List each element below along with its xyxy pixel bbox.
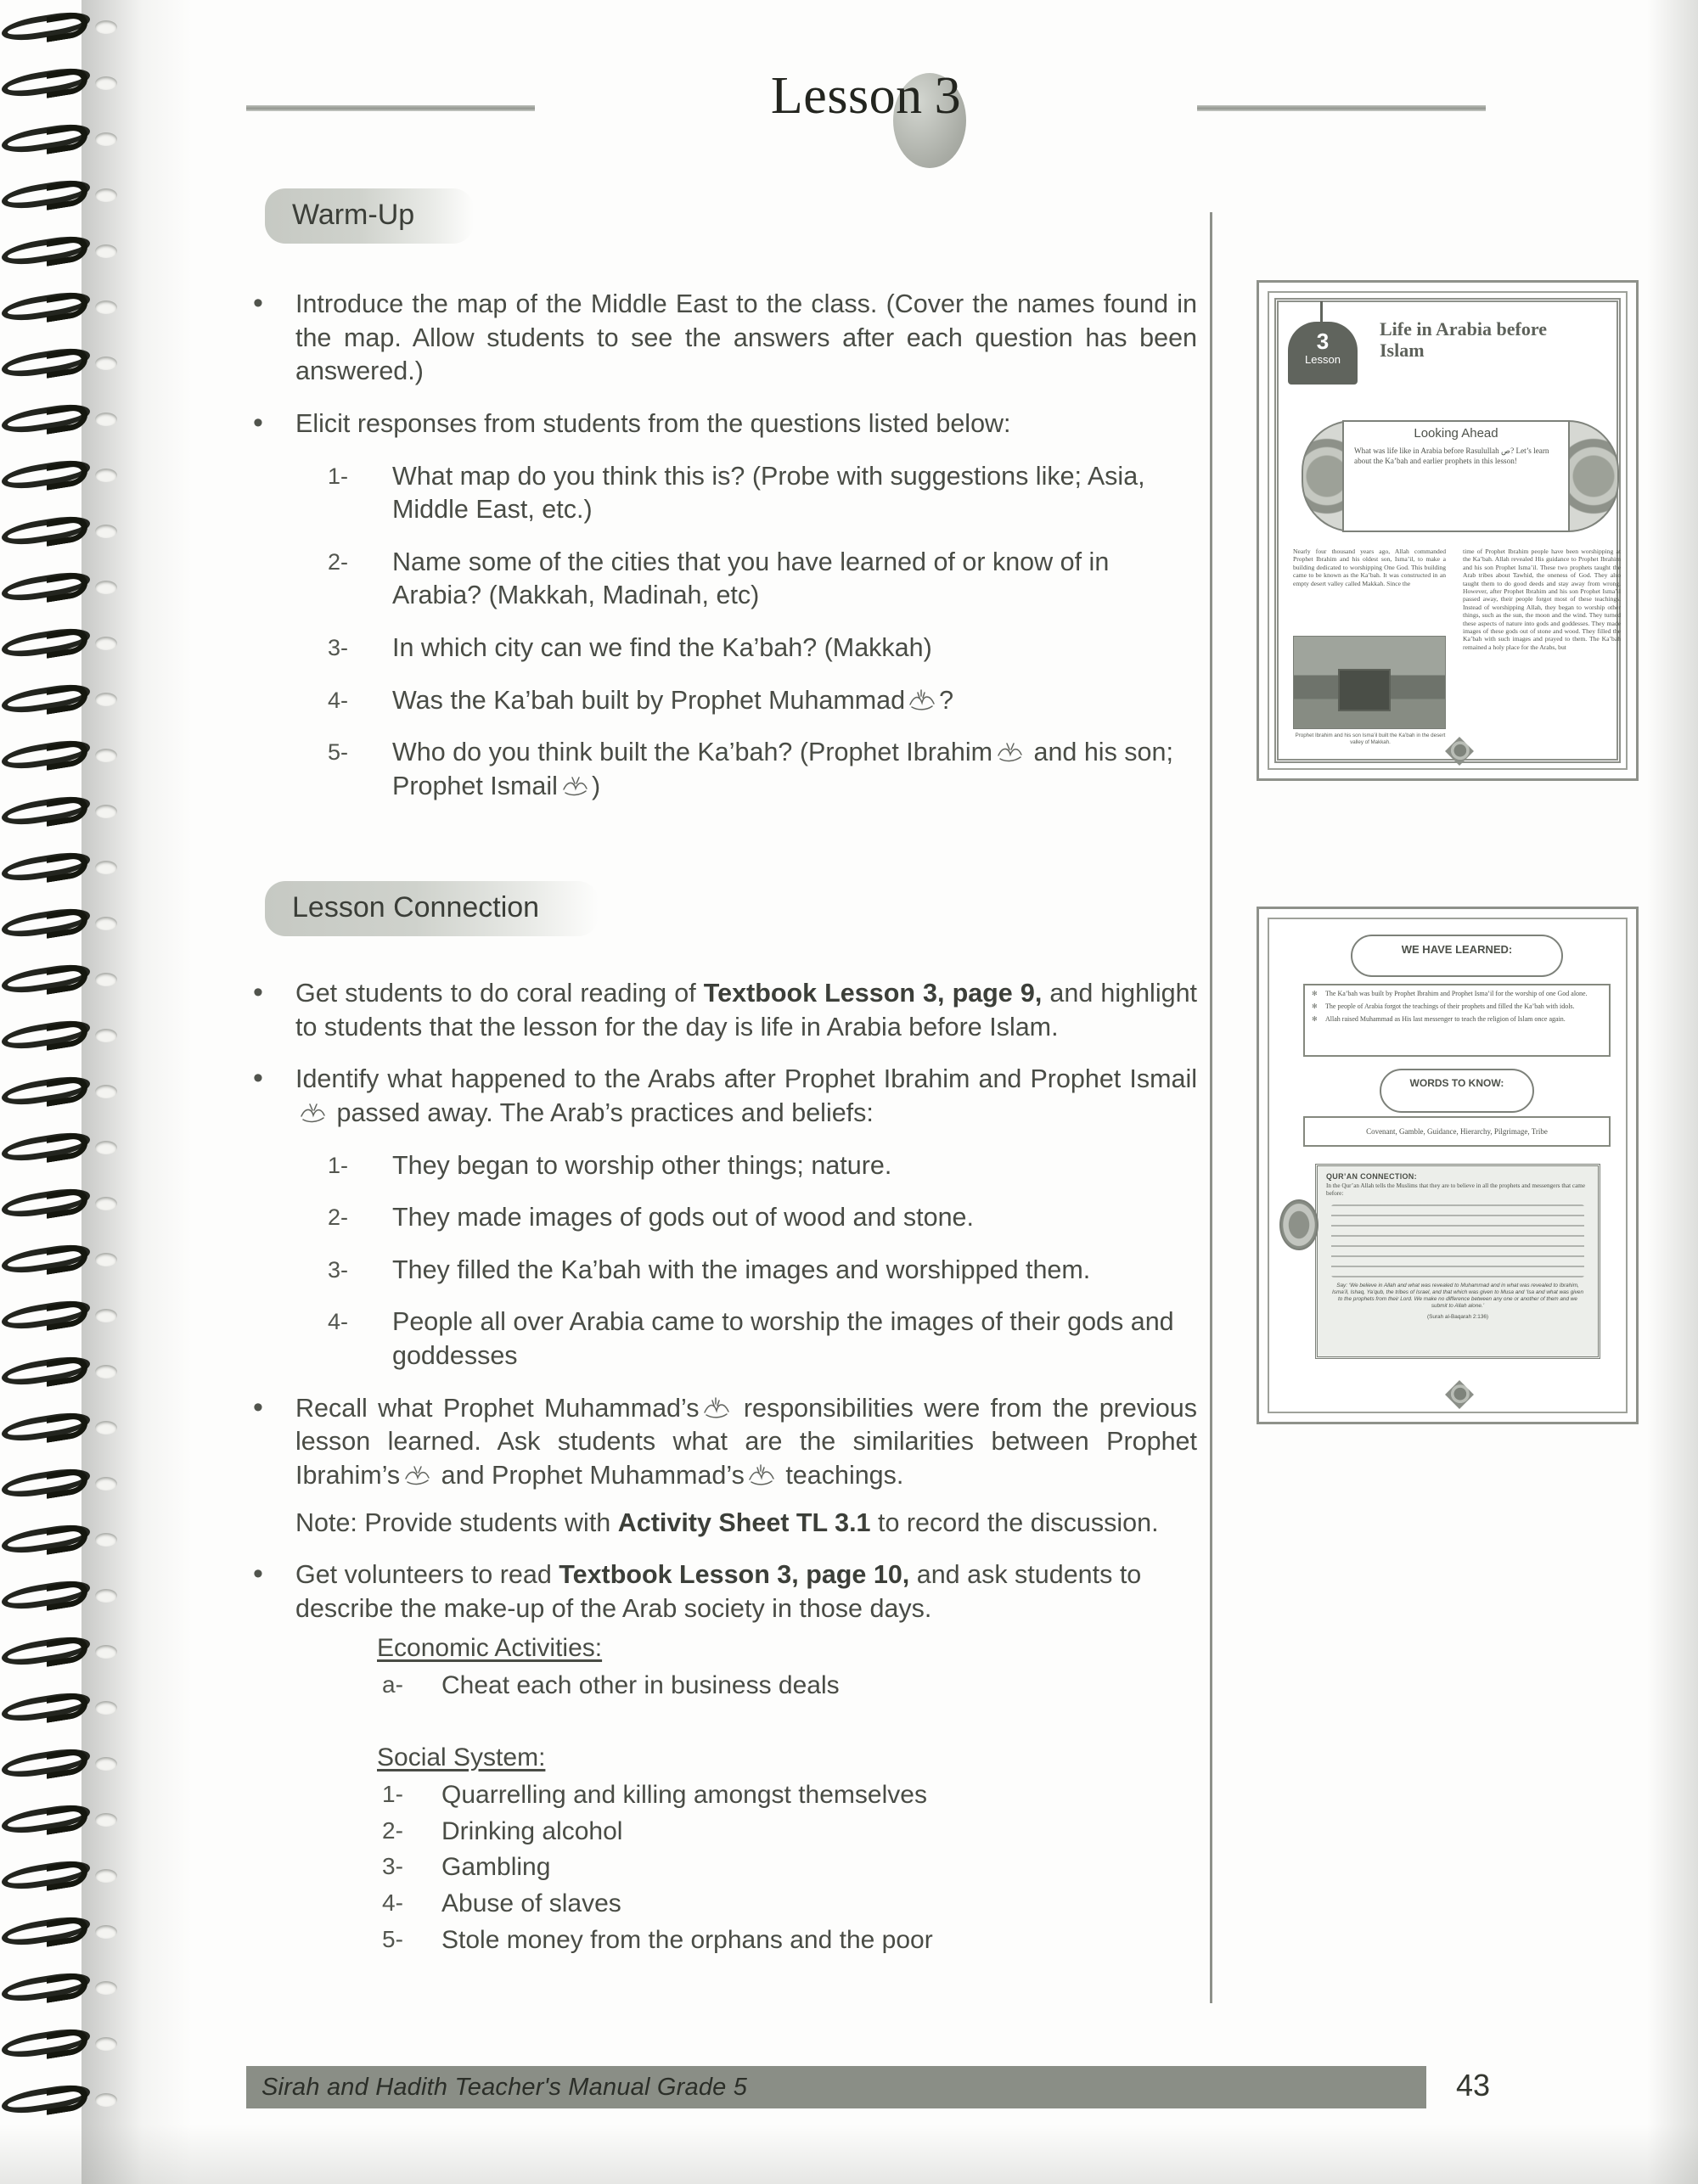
spiral-coil [2,569,90,604]
binding-punch-hole [95,76,117,90]
binding-punch-hole [95,637,117,650]
header-rule-right [1197,105,1486,111]
binding-punch-hole [95,188,117,202]
item-marker: 4- [328,1309,349,1335]
binding-punch-hole [95,1365,117,1378]
thumb-lesson-word: Lesson [1305,353,1341,366]
item-marker: 2- [328,548,349,575]
warmup-title: Warm-Up [292,199,415,231]
lesson-tab-badge [1288,322,1358,385]
spiral-coil [2,2081,90,2117]
spiral-coil [2,513,90,548]
social-system-heading: Social System: [377,1743,546,1772]
thumbnail-inner [1268,918,1628,1413]
textbook-page9-thumbnail [1257,280,1639,781]
page-content [246,0,1673,2184]
item-marker: 1- [328,1152,349,1178]
salla-llahu-alayhi-wasallam-icon [747,1463,776,1488]
spiral-coil [2,121,90,156]
item-marker: 2- [328,1204,349,1231]
social-item-text: Gambling [441,1853,551,1882]
practice-text: They made images of gods out of wood and stone. [392,1203,974,1232]
spiral-coil [2,233,90,268]
question-text: Who do you think built the Ka’bah? (Prophet Ibrahim [392,738,992,767]
binding-punch-hole [95,1925,117,1939]
item-marker: 3- [382,1853,403,1880]
list-item [246,1392,1197,1541]
list-item [377,1777,1197,1814]
lc-bullet3-p1: Recall what Prophet Muhammad’s [295,1393,700,1423]
we-have-learned-box [1303,984,1611,1057]
spiral-coil [2,345,90,380]
footer-title: Sirah and Hadith Teacher's Manual Grade 5 [261,2073,748,2101]
spiral-coil [2,1297,90,1333]
binding-punch-hole [95,693,117,706]
activity-note [295,1507,1197,1541]
item-marker: a- [382,1670,403,1698]
alayhis-salam-icon [995,739,1024,765]
binding-punch-hole [95,300,117,314]
footer-bar [246,2066,1426,2108]
lc-bullet4-post: and ask students to describe the make-up of the Arab society in those days. [295,1560,1142,1623]
social-system-block [377,1741,1197,1958]
lesson-header [246,67,1486,146]
looking-ahead-box [1342,420,1570,532]
binding-punch-hole [95,749,117,762]
practice-text: People all over Arabia came to worship the images of their gods and goddesses [392,1307,1174,1371]
alayhis-salam-icon [402,1463,431,1488]
binding-punch-hole [95,805,117,818]
spiral-coil [2,1521,90,1557]
binding-punch-hole [95,1141,117,1154]
note-pre: Note: Provide students with [295,1507,618,1537]
item-marker: 5- [328,739,349,766]
binding-punch-hole [95,861,117,874]
warmup-bullet-2-text: Elicit responses from students from the questions listed below: [295,408,1011,438]
textbook-page10-thumbnail [1257,907,1639,1424]
spiral-coil [2,1353,90,1389]
economic-activities-heading: Economic Activities: [377,1633,603,1662]
list-item [246,407,1197,441]
spiral-coil [2,905,90,940]
page-number: 43 [1456,2068,1491,2103]
binding-punch-hole [95,1477,117,1491]
section-banner-warmup [265,188,474,244]
binding-punch-hole [95,1421,117,1434]
alayhis-salam-icon [560,773,589,799]
lesson-word: Lesson [770,67,923,125]
lc-bullet4-pre: Get volunteers to read [295,1560,559,1590]
spiral-coil [2,793,90,828]
list-item [328,1149,1197,1183]
binding-punch-hole [95,1701,117,1715]
question-text-mid: and his son; Prophet Ismail [392,738,1173,801]
page-title [543,66,1189,126]
spiral-coil [2,1969,90,2005]
lc-bullet1-post: and highlight to students that the lesson for the day is life in Arabia before Islam. [295,979,1198,1041]
spiral-coil [2,1409,90,1445]
list-item [246,977,1197,1044]
binding-punch-hole [95,581,117,594]
quran-connection-heading: QUR’AN CONNECTION: [1326,1172,1417,1181]
textbook-reference-page9: Textbook Lesson 3, page 9, [703,979,1043,1008]
question-text-post: ) [591,772,601,801]
textbook-reference-page10: Textbook Lesson 3, page 10, [559,1560,910,1590]
economic-activities-block [377,1631,1197,1704]
list-item [377,1850,1197,1886]
spiral-coil [2,8,90,44]
thumb-title-line2: Islam [1380,340,1425,361]
lesson-title-wrap [543,66,1189,126]
binding-punch-hole [95,973,117,986]
spiral-coil [2,1745,90,1781]
list-item [246,1558,1197,1958]
binding-punch-hole [95,1533,117,1547]
spiral-coil [2,1801,90,1837]
binding-punch-hole [95,132,117,146]
list-item [328,1305,1197,1373]
binding-punch-hole [95,1869,117,1883]
kabah-photo [1293,636,1446,729]
spiral-coil [2,961,90,997]
lesson-number: 3 [934,67,962,125]
we-have-learned-heading: WE HAVE LEARNED: [1351,935,1563,977]
binding-punch-hole [95,1029,117,1042]
list-item [377,1923,1197,1959]
list-item [328,632,1197,665]
list-item [377,1668,1197,1704]
spiral-coil [2,1465,90,1501]
lesson-connection-title: Lesson Connection [292,891,540,924]
binding-punch-hole [95,1589,117,1603]
spiral-binding [0,0,102,2184]
economic-item-text: Cheat each other in business deals [441,1670,840,1699]
arabic-verse-block [1331,1204,1584,1277]
binding-punch-hole [95,1813,117,1827]
list-item [328,546,1197,613]
item-marker: 4- [382,1889,403,1916]
list-item [328,460,1197,527]
alayhis-salam-icon [298,1100,327,1126]
binding-punch-hole [95,1645,117,1659]
spiral-coil [2,849,90,884]
item-marker: 5- [382,1925,403,1952]
thumb-body-column-right: time of Prophet Ibrahim people have been worshipping at the Ka’bah. Allah revealed His guidance to Prophet Ibrahim and his son Prophet Isma’il. These two prophets taught the Arab tribes about Tawhid, the oneness of God. They also taught them to do good deeds and stay away from wrong. However, after Prophet Ibrahim and his son Prophet Isma’il passed away, their people forgot most of these teachings. Instead of worshipping Allah, they began to worship other things, such as the sun, the moon and the wind. They turned these aspects of nature into gods and goddesses. They made images of these gods out of stone and wood. They filled the Ka’bah with such images and prayed to them. The Ka’bah remained a holy place for the Arabs, but [1463,547,1621,651]
binding-punch-hole [95,1309,117,1322]
lc-bullet2-pre: Identify what happened to the Arabs after Prophet Ibrahim and Prophet Ismail [295,1064,1197,1094]
column-divider [1210,212,1212,2003]
salla-llahu-alayhi-wasallam-icon [908,688,936,713]
binding-punch-hole [95,2037,117,2051]
looking-ahead-heading: Looking Ahead [1414,426,1498,441]
spiral-coil [2,1577,90,1613]
quran-connection-sub: In the Qur’an Allah tells the Muslims that they are to believe in all the prophets and messengers that came before: [1326,1182,1586,1197]
binding-punch-hole [95,413,117,426]
warmup-bullet-1-text: Introduce the map of the Middle East to the class. (Cover the names found in the map. Allow students to see the answers after each question has been answered.) [295,289,1197,386]
activity-sheet-reference: Activity Sheet TL 3.1 [617,1507,871,1537]
list-item [328,684,1197,718]
list-item: ✻ The people of Arabia forgot the teachings of their prophets and filled the Ka’bah with idols. [1325,1002,1600,1011]
salla-llahu-alayhi-wasallam-icon [702,1395,731,1421]
item-marker: 1- [382,1781,403,1808]
question-text: Name some of the cities that you have learned of or know of in Arabia? (Makkah, Madinah, etc) [392,547,1110,610]
binding-punch-hole [95,525,117,538]
item-marker: 1- [328,463,349,489]
page-ornament-icon [1445,1380,1474,1409]
item-marker: 3- [328,635,349,661]
binding-punch-hole [95,469,117,482]
list-item: ✻ The Ka’bah was built by Prophet Ibrahim and Prophet Isma’il for the worship of one God alone. [1325,989,1600,998]
arabic-seal-ornament-icon [1279,1199,1318,1250]
lc-bullet1-pre: Get students to do coral reading of [295,979,704,1008]
spiral-coil [2,1857,90,1893]
spiral-coil [2,2025,90,2061]
spiral-coil [2,1633,90,1669]
list-item: ✻ Allah raised Muhammad as His last messenger to teach the religion of Islam once again. [1325,1014,1600,1024]
lc-bullet2-post: passed away. The Arab’s practices and beliefs: [336,1098,874,1127]
spiral-coil [2,681,90,716]
spiral-coil [2,1129,90,1165]
lesson-connection-bullet-list [246,977,1197,1131]
binding-punch-hole [95,2093,117,2107]
spiral-coil [2,177,90,212]
looking-ahead-body: What was life like in Arabia before Rasulullah ص? Let’s learn about the Ka’bah and earlier prophets in this lesson! [1354,446,1549,465]
spiral-coil [2,625,90,660]
practice-text: They filled the Ka’bah with the images and worshipped them. [392,1255,1091,1284]
question-text: In which city can we find the Ka’bah? (Makkah) [392,633,932,663]
item-marker: 4- [328,687,349,713]
spiral-coil [2,65,90,100]
social-item-text: Stole money from the orphans and the poor [441,1925,933,1954]
photo-caption: Prophet Ibrahim and his son Isma’il built the Ka’bah in the desert valley of Makkah. [1295,733,1446,745]
binding-punch-hole [95,1197,117,1210]
binding-punch-hole [95,244,117,258]
binding-punch-hole [95,1757,117,1771]
warmup-bullet-list [246,288,1197,441]
lc-bullet3-p4: teachings. [785,1461,904,1491]
spiral-coil [2,401,90,436]
practice-text: They began to worship other things; nature. [392,1150,892,1180]
list-item [328,1201,1197,1235]
words-to-know-list: Covenant, Gamble, Guidance, Hierarchy, Pilgrimage, Tribe [1303,1116,1611,1147]
binding-punch-hole [95,1253,117,1266]
list-item [246,1063,1197,1130]
thumb-lesson-number: 3 [1316,328,1330,354]
thumb-body-column-left: Nearly four thousand years ago, Allah commanded Prophet Ibrahim and his oldest son, Isma’il, to make a building dedicated to worshipping One God. This building came to be known as the Ka’bah. It was constructed in an empty desert valley called Makkah. Since the [1293,547,1446,587]
binding-punch-hole [95,357,117,370]
spiral-coil [2,1241,90,1277]
spiral-coil [2,289,90,324]
list-item [328,736,1197,803]
question-text: What map do you think this is? (Probe with suggestions like; Asia, Middle East, etc.) [392,461,1145,525]
question-text: Was the Ka’bah built by Prophet Muhammad [392,685,906,715]
note-post: to record the discussion. [870,1507,1159,1537]
lc-bullet3-p2: responsibilities were from the previous lesson learned. Ask students what are the similarities between Prophet Ibrahim’s [295,1393,1197,1491]
list-item [246,288,1197,389]
thumb-title-line1: Life in Arabia before [1380,318,1547,340]
quran-reference: (Surah al-Baqarah 2:136) [1426,1314,1489,1320]
binding-punch-hole [95,917,117,930]
item-marker: 2- [382,1816,403,1844]
social-item-text: Abuse of slaves [441,1889,621,1917]
spiral-coil [2,1913,90,1949]
spiral-coil [2,1073,90,1109]
page-footer [246,2066,1690,2112]
list-item [328,1254,1197,1288]
words-to-know-heading: WORDS TO KNOW: [1380,1069,1534,1113]
social-item-text: Quarrelling and killing amongst themselves [441,1781,927,1810]
binding-punch-hole [95,1981,117,1995]
social-item-text: Drinking alcohol [441,1816,623,1845]
quran-connection-box [1315,1164,1600,1359]
spiral-coil [2,1185,90,1221]
thumbnail-inner [1268,291,1628,770]
binding-punch-hole [95,20,117,34]
item-marker: 3- [328,1256,349,1283]
spiral-coil [2,1689,90,1725]
header-rule-left [246,105,535,111]
binding-punch-hole [95,1085,117,1098]
warmup-question-list [328,460,1197,804]
spiral-coil [2,457,90,492]
lc-bullet3-p3: and Prophet Muhammad’s [441,1461,745,1491]
lesson-connection-bullet-list-2 [246,1392,1197,1958]
question-text-post: ? [939,685,954,715]
section-banner-lesson-connection [265,881,599,936]
list-item [377,1814,1197,1850]
arab-practices-list [328,1149,1197,1373]
list-item [377,1886,1197,1923]
quran-translation: Say: ‘We believe in Allah and what was revealed to Muhammad and in what was revealed to Ibrahim, Isma’il, Ishaq, Ya’qub, the tribes of Israel, and that which was given to Musa and ‘Isa and what was given to the prophets from their Lord. We make no difference between any one or another of them and we submit to Allah alone.’ [1331,1283,1584,1309]
spiral-coil [2,737,90,772]
thumb-title [1380,318,1617,361]
spiral-coil [2,1017,90,1053]
